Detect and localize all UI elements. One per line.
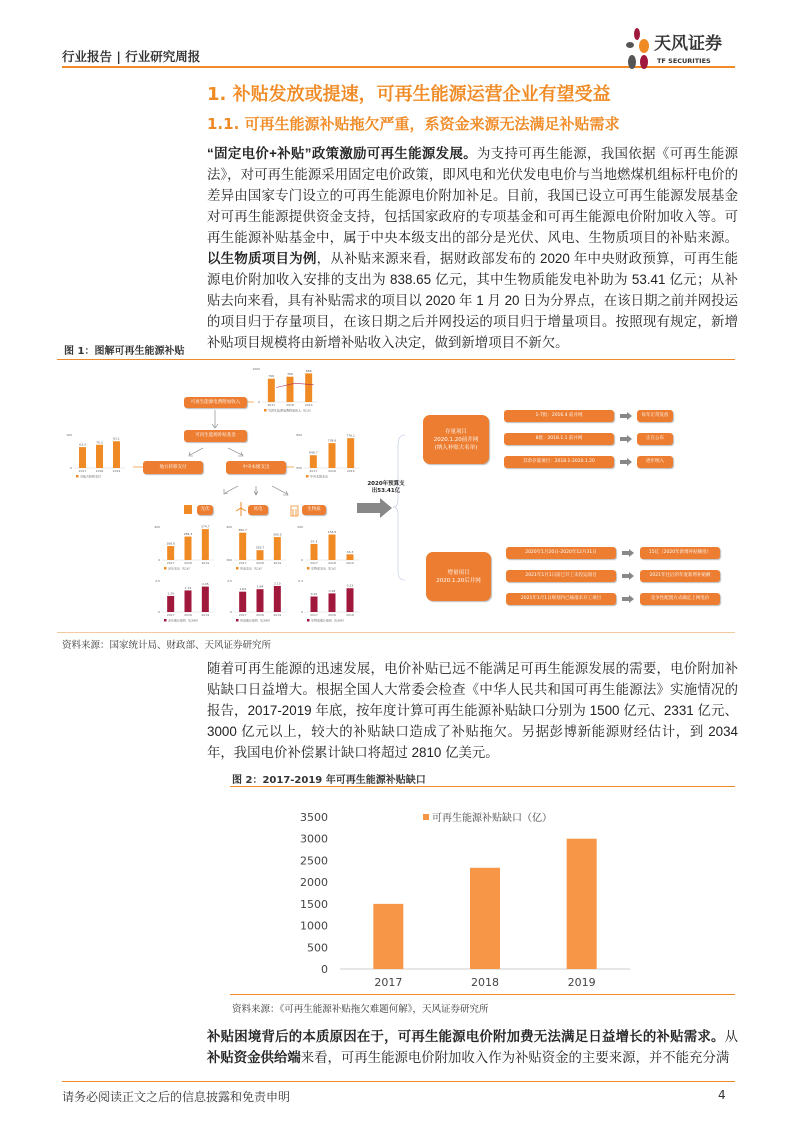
legend-swatch [306,475,309,478]
x-tick-label: 2019 [112,469,121,473]
y-tick-label: 200 [297,525,303,529]
y-tick-label: 1500 [300,897,328,911]
report-type: 行业报告 | 行业研究周报 [62,49,201,64]
incremental-row-item: 2021年1月1日规划内已核准未开工项目 [506,593,616,605]
x-tick-label: 2018 [286,403,294,407]
y-tick-label: 0 [258,400,260,404]
box-surcharge-income: 可再生能源电费附加收入 [184,397,247,408]
minichart-biocap [293,574,361,624]
data-label: 0.18 [328,588,336,593]
x-tick-label: 2018 [328,613,336,617]
minichart-surcharge [250,362,330,414]
data-label: 154.6 [327,529,337,534]
bar-2018 [185,537,192,560]
arrow-right-icon [620,458,632,466]
arrow-right-icon [622,549,634,557]
y-tick-label: 550 [296,466,302,470]
minichart-pvcap [150,574,216,624]
data-label: 646.7 [309,450,318,455]
y-tick-label: 1000 [300,919,328,933]
x-tick-label: 2019 [346,469,355,473]
x-tick-label: 2017 [78,469,87,473]
legend-label: 生物质累计装机（亿KW） [311,618,346,623]
x-tick-label: 2018 [184,613,192,617]
legend-label: 风电累计装机（亿KW） [240,618,272,623]
bar-2018 [96,445,103,468]
x-tick-label: 2017 [310,561,318,565]
x-tick-label: 2017 [267,403,276,407]
figure2-chart [230,790,735,990]
legend-label: 风电支出（亿元） [240,566,265,571]
data-label: 369.5 [273,532,282,537]
bar-2018 [470,868,500,969]
incremental-row-item: 2021年1月1日前已开工未投运项目 [506,570,616,582]
x-tick-label: 2017 [238,613,247,617]
stock-row-item: 其余存量项目：2018.1-2020.1.20 [504,456,614,468]
x-tick-label: 2017 [166,613,175,617]
bar-2018 [185,590,192,612]
stock-row-item: 8批：2018.1.1 前并网 [504,433,614,445]
x-tick-label: 2019 [201,613,210,617]
legend-swatch [307,619,310,622]
para3-bold-2: 补贴资金供给端 [207,1050,301,1065]
bar-2018 [329,593,336,612]
bar-2019 [274,586,281,612]
y-tick-label: 0 [158,610,160,614]
bar-2018 [257,550,264,560]
y-tick-label: 2000 [300,876,328,890]
bar-2017 [167,596,174,612]
y-tick-label: 0 [70,466,72,470]
x-tick-label: 2018 [328,469,336,473]
subsection-title: 1.1. 可再生能源补贴拖欠严重，系资金来源无法满足补贴需求 [207,115,620,133]
y-tick-label: 500 [307,941,328,955]
y-tick-label: 3000 [300,832,328,846]
x-tick-label: 2018 [471,976,499,989]
para1-text: 为支持可再生能源，我国依据《可再生能源法》，对可再生能源采用固定电价政策，即风电和光伏发电电价与当地燃煤机组标杆电价的差异由国家专门设立的可再生能源电价附加补足。目前，我国已设立可再生能源发展基金对可再生能源提供资金支持，包括国家政府的专项基金和可再生能源电价附加收入等。可再生能源补贴基金中，属于中央本级支出的部分是光伏、风电、生物质项目的补贴来源。 [207,146,739,245]
incremental-row-result: 15亿（2020年新增补贴额度） [640,547,720,559]
x-tick-label: 2018 [184,561,192,565]
x-tick-label: 2018 [328,561,336,565]
incremental-date: 2020.1.20后并网 [436,577,481,584]
data-label: 374.7 [201,524,210,529]
y-tick-label: 0 [158,558,160,562]
data-label: 0.23 [346,583,354,588]
para1-bold-lead: “固定电价+补贴”政策激励可再生能源发展。 [207,146,477,161]
bar-2019 [202,529,209,560]
y-tick-label: 2.5 [227,579,232,583]
data-label: 70.3 [96,440,103,445]
y-tick-label: 0 [301,558,303,562]
x-tick-label: 2017 [238,561,247,565]
legend-swatch [236,567,239,570]
legend-swatch [264,409,267,412]
wind-turbine-icon [236,502,246,516]
figure2-bottom-rule [230,994,735,995]
stock-row-result: 正在公布 [637,433,673,445]
figure2-source: 资料来源：《可再生能源补贴拖欠难题何解》，天风证券研究所 [232,1004,489,1015]
para1-bold-example: 以生物质项目为例 [207,251,317,266]
stock-row-item: 1-7批：2016.4 前并网 [504,410,614,422]
bar-2018 [287,377,294,402]
stock-row-result: 每年正常发放 [637,410,673,422]
minichart-windcap [222,574,288,624]
legend-label: 可再生能源补贴缺口（亿） [432,813,552,824]
data-label: 97.3 [310,539,318,544]
x-tick-label: 2019 [346,613,354,617]
y-tick-label: 0.3 [298,579,303,583]
footer-divider [62,1081,735,1082]
y-tick-label: 0 [301,610,303,614]
box-central-expense: 中央本级支出 [226,461,286,474]
stock-title: 存量项目 [444,428,467,435]
bar-2019 [347,588,354,612]
paragraph-3 [207,1026,738,1068]
bar-2017 [239,533,246,560]
stock-date: 2020.1.20前并网 [433,436,479,443]
legend-swatch [164,567,167,570]
x-tick-label: 2018 [256,561,264,565]
data-label: 0.15 [310,592,318,596]
figure1-bottom-rule [57,632,735,633]
data-label: 776.1 [346,433,355,438]
y-tick-label: 800 [296,433,302,437]
legend-label: 光伏累计装机（亿KW） [168,618,200,623]
data-label: 63.3 [79,442,86,447]
arrow-right-icon [622,572,634,580]
data-label: 706 [268,374,275,379]
data-label: 1.29 [167,591,175,596]
data-label: 738.6 [327,438,337,443]
x-tick-label: 2017 [374,976,403,989]
bar-2019 [347,438,354,468]
paragraph-1 [207,143,738,353]
big-arrow-icon [357,498,392,518]
legend-label: 光伏支出（亿元） [168,566,193,571]
x-tick-label: 2019 [201,561,210,565]
legend-swatch [164,619,167,622]
arrow-right-icon [620,435,632,443]
x-tick-label: 2018 [95,469,104,473]
stock-row-result: 逐步纳入 [637,456,673,468]
bar-2017 [268,379,275,402]
paragraph-2: 随着可再生能源的迅速发展，电价补贴已远不能满足可再生能源发展的需要，电价附加补贴缺口日益增大。根据全国人大常委会检查《中华人民共和国可再生能源法》实施情况的报告，2017-2019 年底，按年度计算可再生能源补贴缺口分别为 1500 亿元、2331 亿元、3000 亿元以上，较大的补贴缺口造成了补贴拖欠。另据彭博新能源财经估计，到 2034 年，我国电价补偿累计缺口将超过 2810 亿美元。 [207,661,738,760]
box-subsidy-fund: 可再生能源补贴基金 [184,430,247,442]
bar-2019 [274,537,281,560]
data-label: 2.10 [273,581,281,586]
bar-2017 [311,597,318,613]
box-wind: 风电 [248,505,268,515]
x-tick-label: 2017 [309,469,318,473]
box-bio: 生物质 [302,505,326,515]
bar-2017 [311,544,318,560]
minichart-wind [222,520,288,572]
y-tick-label: 3500 [300,811,328,824]
bar-2017 [373,904,403,969]
incremental-row-result: 竞争性配置方式确定上网电价 [640,593,720,605]
x-tick-label: 2019 [273,561,282,565]
box-stock-projects [423,415,489,464]
logo-subtext: TF SECURITIES [657,57,711,65]
figure1-title: 图 1：图解可再生能源补贴 [64,346,185,357]
data-label: 81.1 [113,436,120,441]
data-label: 1.64 [239,587,247,592]
data-label: 168.8 [166,541,175,546]
budget-note: 2020年预算支出53.41亿 [367,481,405,494]
bar-2019 [113,441,120,468]
legend-label: 中央本级支出 [310,474,329,479]
x-tick-label: 2019 [273,613,282,617]
y-tick-label: 1000 [252,367,260,371]
page-number: 4 [718,1088,726,1102]
x-tick-label: 2019 [304,403,313,407]
bar-2019 [347,554,354,560]
bar-2019 [305,373,312,402]
legend-label: 可再生能源电费附加收入（亿元） [268,408,314,413]
x-tick-label: 2018 [256,613,264,617]
solar-panel-icon [184,505,192,514]
logo-text: 天风证券 [654,34,722,54]
minichart-pv [150,520,216,572]
box-incremental-projects [426,552,491,601]
incremental-title: 增量项目 [447,569,470,576]
legend-label: 对地方转移支付 [80,474,102,479]
incremental-row-result: 2021年往后的年度新增补贴额 [640,570,720,582]
footer-disclaimer: 请务必阅读正文之后的信息披露和免责申明 [62,1090,291,1104]
para3-text: 从 [724,1029,738,1044]
bar-2017 [79,447,86,468]
data-label: 382.7 [238,528,247,533]
biomass-plant-icon [291,506,298,516]
box-pv: 光伏 [197,505,213,515]
para3-bold-lead: 补贴困境背后的本质原因在于，可再生能源电价附加费无法满足日益增长的补贴需求。 [207,1029,725,1044]
figure1-source: 资料来源：国家统计局、财政部、天风证券研究所 [62,640,272,651]
minichart-bio [293,520,361,572]
minichart-local [62,428,127,480]
bar-2018 [257,589,264,612]
section-title: 1. 补贴发放或提速，可再生能源运营企业有望受益 [207,84,611,105]
data-label: 1.74 [184,585,192,590]
legend-label: 生物质支出（亿元） [311,566,339,571]
data-label: 1.84 [256,584,264,589]
bar-2017 [310,455,317,468]
data-label: 766 [287,372,293,377]
box-local-transfer: 地方转移支付 [143,461,203,474]
para3-text-2: 来看，可再生能源电价附加收入作为补贴资金的主要来源，并不能充分满 [300,1050,730,1065]
bar-2017 [167,546,174,560]
y-tick-label: 100 [66,433,72,437]
legend-swatch [236,619,239,622]
y-tick-label: 0 [321,963,328,976]
legend-swatch [76,475,79,478]
yoy-line [276,383,313,387]
data-label: 2.05 [201,582,209,587]
bar-2018 [329,443,336,468]
y-tick-label: 2500 [300,854,328,868]
y-tick-label: 400 [154,525,160,529]
legend-swatch [423,814,429,820]
para1-text-2: ，从补贴来源来看，据财政部发布的 2020 年中央财政预算，可再生能源电价附加收入安排的支出为 838.65 亿元，其中生物质能发电补助为 53.41 亿元；从补贴去向来看，具有补贴需求的项目以 2020 年 1 月 20 日为分界点，在该日期之前并网投运的项目归于存量项目，在该日期之后并网投运的项目归于增量项目。按照现有规定，新增补贴项目规模将由新增补贴收入决定，做到新增项目不新欠。 [207,251,738,350]
stock-note: (纳入补贴大名单) [434,444,478,451]
bar-2017 [239,592,246,612]
incremental-row-item: 2020年1月20日-2020年12月31日 [506,547,616,559]
arrow-right-icon [620,412,632,420]
arrow-right-icon [622,595,634,603]
bar-2019 [202,587,209,612]
y-tick-label: 300 [226,558,232,562]
y-tick-label: 0 [230,610,232,614]
y-tick-label: 2.5 [155,579,160,583]
x-tick-label: 2019 [567,976,596,989]
bar-2018 [329,534,336,560]
x-tick-label: 2017 [166,561,175,565]
data-label: 34.3 [346,549,354,554]
bar-2019 [567,839,597,969]
data-label: 284.3 [183,532,193,537]
y-tick-label: 400 [226,525,232,529]
legend-swatch [307,567,310,570]
figure2-title: 图 2：2017-2019 年可再生能源补贴缺口 [232,775,426,786]
x-tick-label: 2017 [310,613,318,617]
data-label: 868 [305,368,312,373]
figure2-rule [230,786,735,787]
x-tick-label: 2019 [346,561,354,565]
minichart-central [292,428,362,480]
figure1-rule [57,359,735,360]
data-label: 329.7 [255,545,265,550]
